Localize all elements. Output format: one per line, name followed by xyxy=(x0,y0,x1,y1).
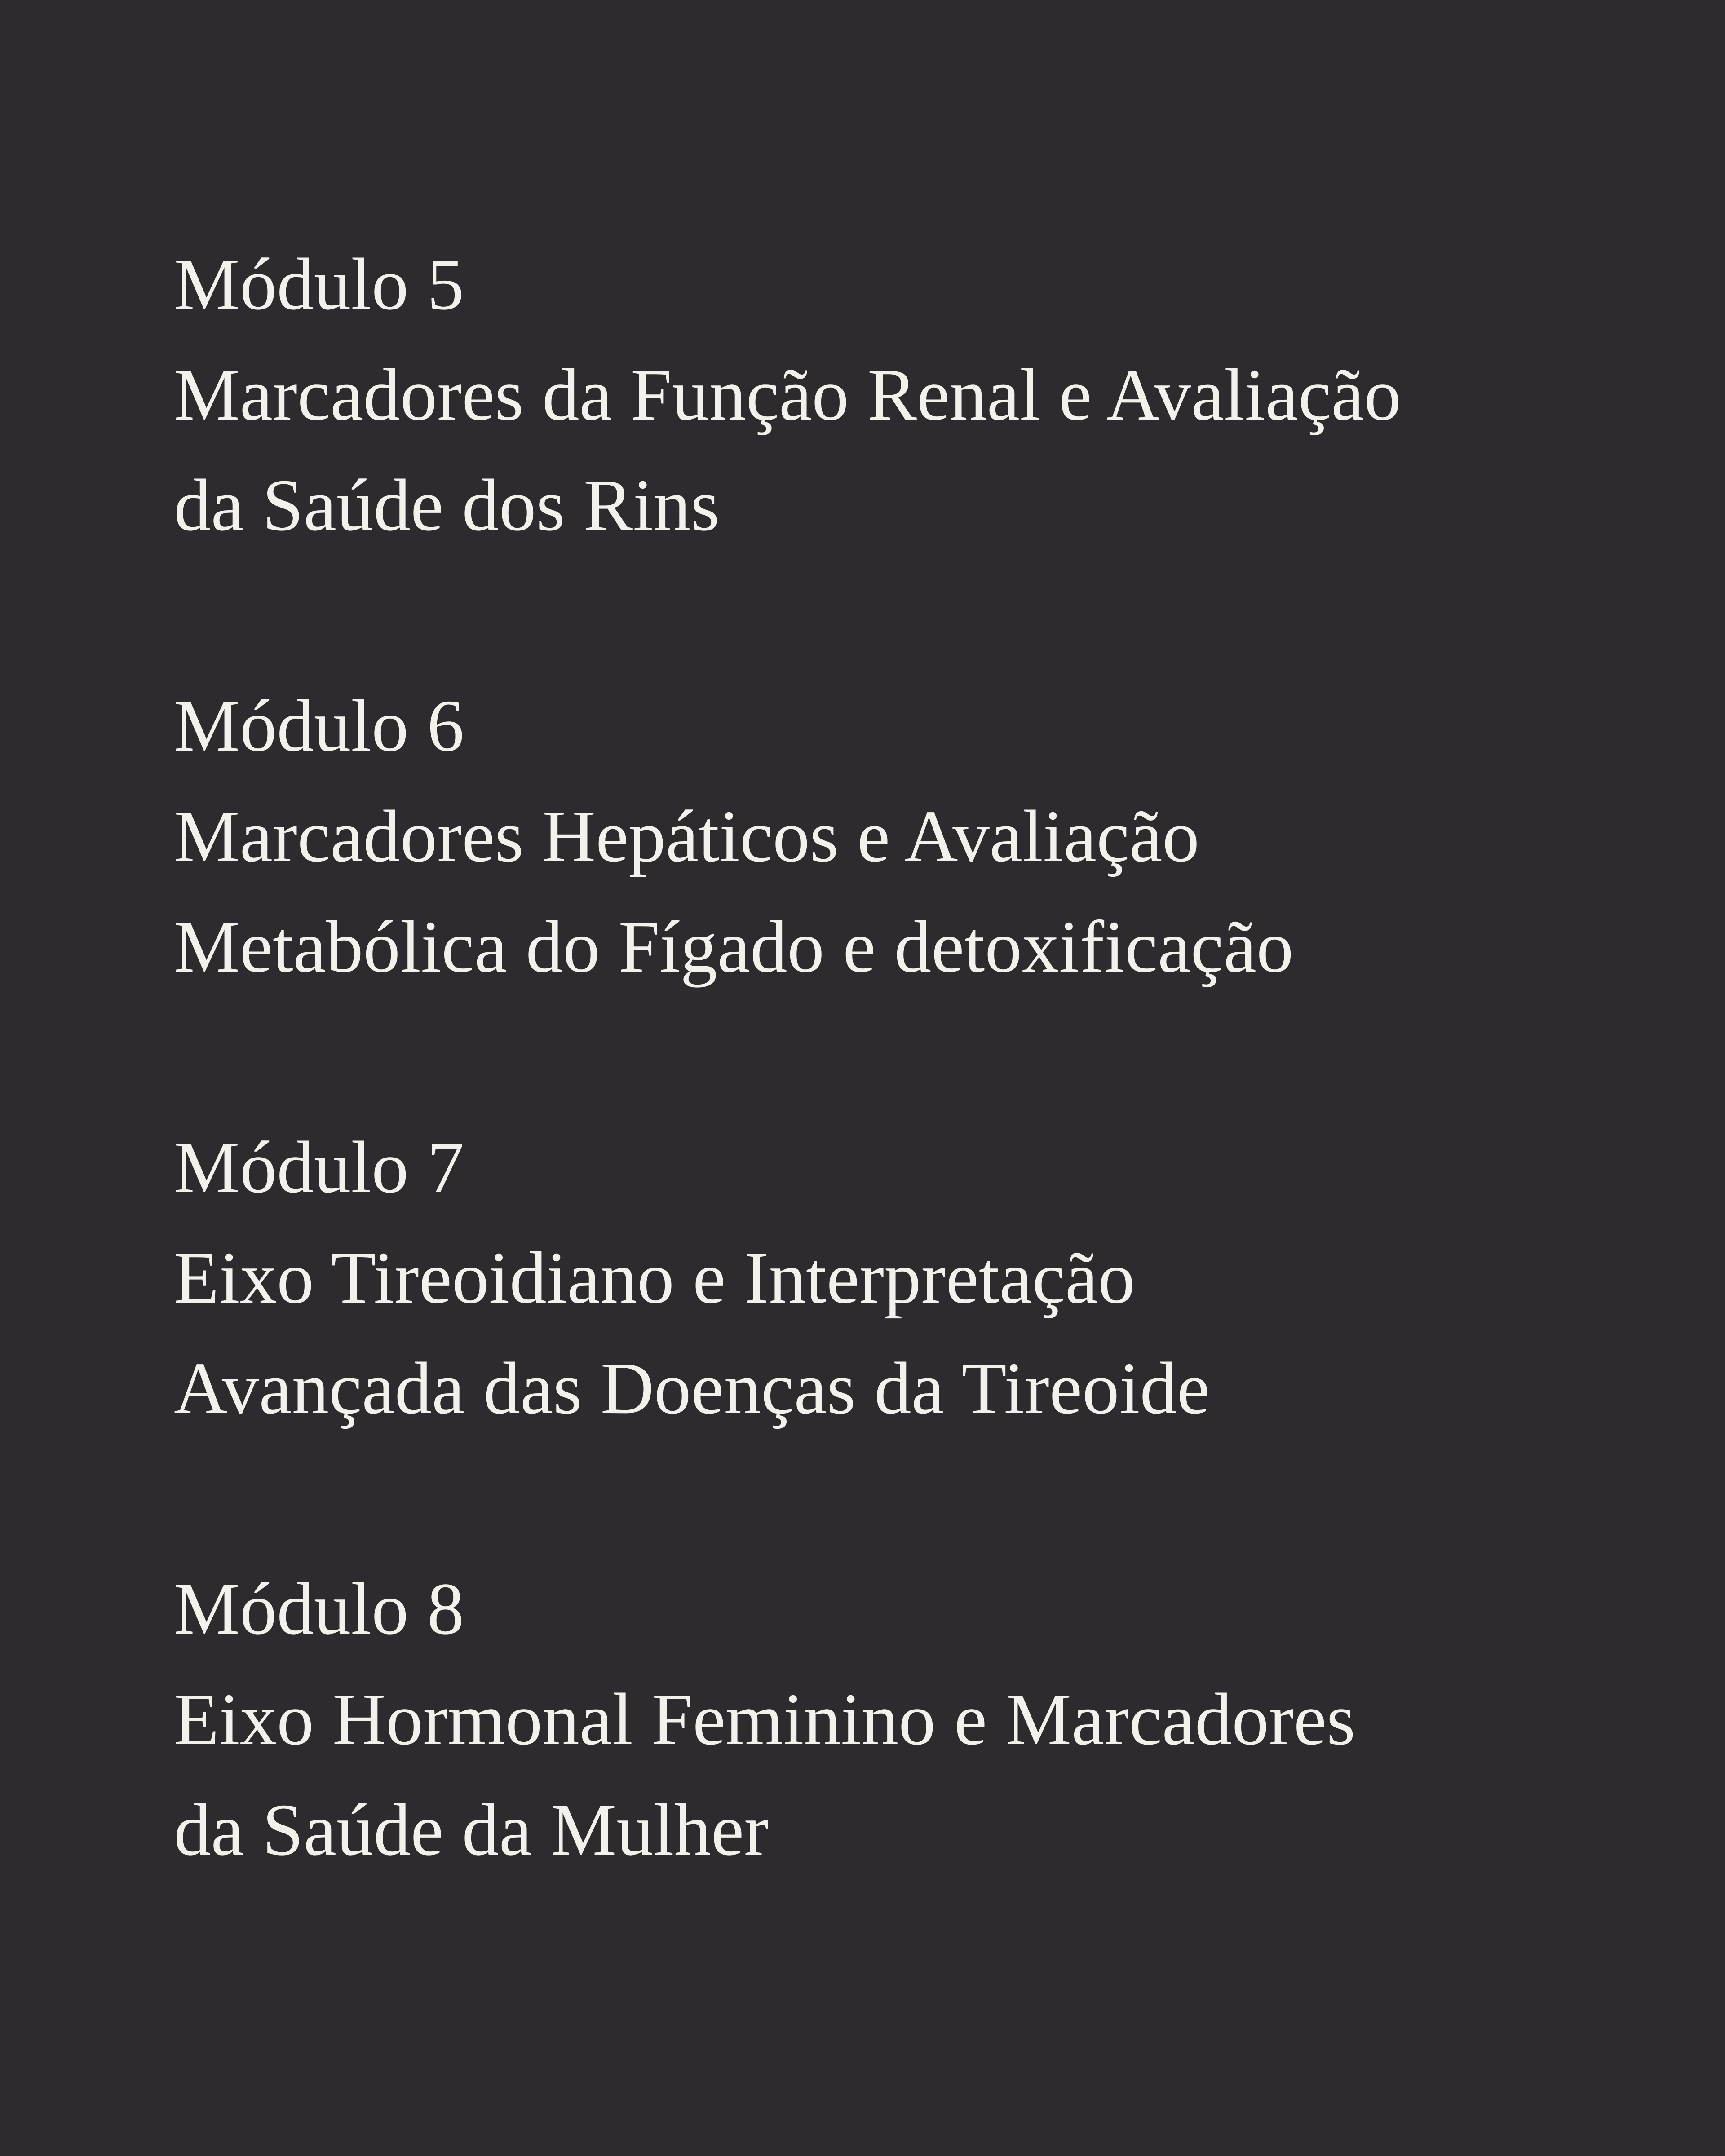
module-7 xyxy=(174,1112,1725,1444)
module-title-line: da Saúde da Mulher xyxy=(174,1789,769,1871)
module-5 xyxy=(174,229,1725,561)
module-6 xyxy=(174,671,1725,1002)
module-heading: Módulo 8 xyxy=(174,1568,464,1650)
module-title-line: da Saúde dos Rins xyxy=(174,464,720,546)
module-8 xyxy=(174,1554,1725,1885)
module-title-line: Metabólica do Fígado e detoxificação xyxy=(174,906,1294,988)
module-heading: Módulo 5 xyxy=(174,243,464,325)
module-title-line: Eixo Hormonal Feminino e Marcadores xyxy=(174,1678,1356,1760)
module-heading: Módulo 7 xyxy=(174,1126,464,1208)
module-title-line: Eixo Tireoidiano e Interpretação xyxy=(174,1237,1135,1319)
module-title-line: Marcadores da Função Renal e Avaliação xyxy=(174,353,1402,436)
module-title-line: Marcadores Hepáticos e Avaliação xyxy=(174,795,1199,877)
module-title-line: Avançada das Doenças da Tireoide xyxy=(174,1347,1210,1429)
module-heading: Módulo 6 xyxy=(174,685,464,767)
